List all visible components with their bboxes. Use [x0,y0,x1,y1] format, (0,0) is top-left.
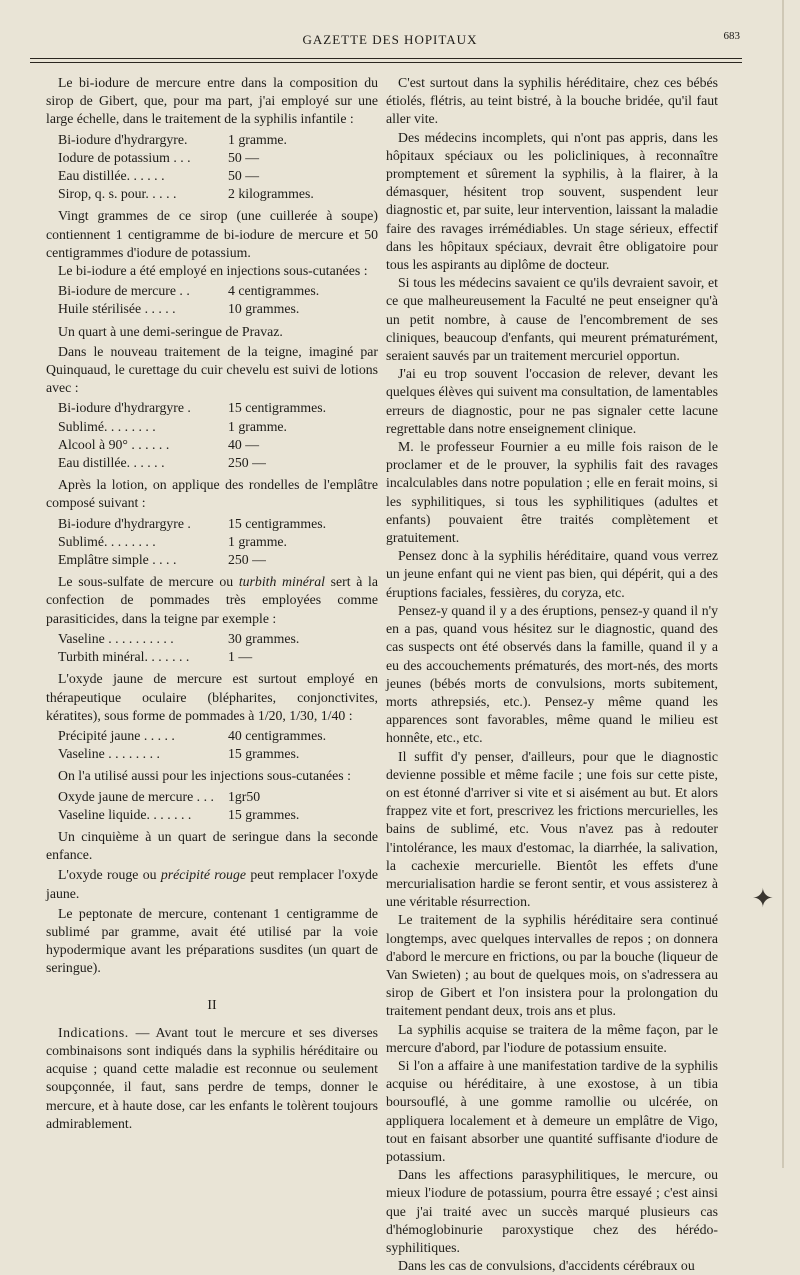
paragraph: La syphilis acquise se traitera de la même façon, par le mercure d'abord, par l'iodure de potassium ensuite. [386,1021,718,1055]
recipe-pommade-precipite [46,727,378,763]
recipe-row [58,630,378,648]
section-lead: Indications. [58,1024,129,1040]
paragraph: C'est surtout dans la syphilis héréditaire, chez ces bébés étiolés, flétris, au teint bistré, à la bouche bridée, qu'il faut aller vite. [386,75,718,127]
paragraph: Il suffit d'y penser, d'ailleurs, pour que le diagnostic devienne possible et même facile ; une fois sur cette piste, on est étonné d'arriver si vite et si aisément au but. Et alors frappez vite et fort, prescrivez les frictions mercurielles, les bains de sublimé, etc. Vous n'avez pas à redouter l'intolérance, les maux d'estomac, la diarrhée, la salivation, la cachexie mercurielle. Bientôt les effets d'une mercurialisation hardie se feront sentir, et vous assisterez à une véritable résurrection. [386,748,718,910]
ingredient: Bi-iodure de mercure . . [58,283,190,299]
recipe-row [58,727,378,745]
quantity: 1 gramme. [228,533,288,549]
recipe-lotion [46,399,378,472]
quantity: 50 — [228,168,260,184]
paragraph: Le peptonate de mercure, contenant 1 centigramme de sublimé par gramme, avait été utilisé par la voie hypodermique avant les préparations susdites (un quart de seringue). [46,905,378,976]
paragraph: Vingt grammes de ce sirop (une cuillerée à soupe) contiennent 1 centigramme de bi-iodure de mercure et 50 centigrammes d'iodure de potassium. [46,208,378,260]
quantity: 1 gramme. [228,418,288,434]
ingredient: Bi-iodure d'hydrargyre . [58,515,191,531]
ingredient: Bi-iodure d'hydrargyre . [58,400,191,416]
paragraph: Un quart à une demi-seringue de Pravaz. [58,323,283,339]
recipe-row [58,399,378,417]
header-rule [30,58,742,59]
paragraph: Après la lotion, on applique des rondelles de l'emplâtre composé suivant : [46,477,378,511]
paragraph: Le traitement de la syphilis héréditaire sera continué longtemps, avec quelques intervalles de repos ; on donnera d'abord le mercure en frictions, ou par la bouche (liqueur de Van Swieten) ; au bout de quelques mois, on s'adressera au sirop de Gibert et l'on insistera pour la prolongation du traitement pendant deux, trois ans et plus. [386,912,718,1019]
ingredient: Oxyde jaune de mercure . . . [58,788,214,804]
ingredient: Sublimé. . . . . . . . [58,533,156,549]
quantity: 2 kilogrammes. [228,186,314,202]
ingredient: Vaseline . . . . . . . . . . [58,630,174,646]
paragraph-text: sert à la confection de pommades très employées comme parasiticides, dans la teigne par exemple : [46,574,378,626]
ingredient: Sirop, q. s. pour. . . . . [58,186,177,202]
quantity: 50 — [228,149,260,165]
recipe-row [58,149,378,167]
paragraph-text: Le sous-sulfate de mercure ou [58,574,239,590]
paragraph: Un cinquième à un quart de seringue dans la seconde enfance. [46,828,378,863]
paragraph: Le bi-iodure a été employé en injections sous-cutanées : [58,263,368,279]
paragraph: Dans les affections parasyphilitiques, le mercure, ou mieux l'iodure de potassium, pourra être essayé ; c'est ainsi que j'ai traité avec un succès marqué plusieurs cas d'hémoglobinurie paroxystique chez des hérédo-syphilitiques. [386,1167,718,1255]
quantity: 15 centigrammes. [228,400,327,416]
recipe-row [58,533,378,551]
ingredient: Huile stérilisée . . . . . [58,301,176,317]
recipe-row [58,515,378,533]
recipe-pommade-turbith [46,630,378,666]
paragraph [46,866,378,902]
emphasis: turbith minéral [238,574,325,590]
ingredient: Bi-iodure d'hydrargyre. [58,131,188,147]
quantity: 1 gramme. [228,131,288,147]
ingredient: Eau distillée. . . . . . [58,455,165,471]
recipe-row [58,806,378,824]
ingredient: Vaseline liquide. . . . . . . [58,806,192,822]
paragraph: Si l'on a affaire à une manifestation tardive de la syphilis acquise ou héréditaire, à une exostose, à un tibia boursouflé, à une gomme ramollie ou ulcérée, on appliquera localement et à demeure un emplâtre de Vigo, tout en faisant absorber une quantité suffisante d'iodure de potassium. [386,1057,718,1164]
paragraph: L'oxyde jaune de mercure est surtout employé en thérapeutique oculaire (blépharites, conjonctivites, kératites), sous forme de pommades à 1/20, 1/30, 1/40 : [46,671,378,723]
ingredient: Vaseline . . . . . . . . [58,746,160,762]
ingredient: Eau distillée. . . . . . [58,168,165,184]
paragraph: Des médecins incomplets, qui n'ont pas appris, dans les hôpitaux spéciaux ou les policliniques, à reconnaître promptement et sûrement la syphilis, à la flairer, à la démasquer, hésitent trop souvent, suspendent leur diagnostic et, par suite, leur intervention, laissant la maladie faire des ravages irrémédiables. Un stage sérieux, effectif dans les hôpitaux spéciaux, devrait être obligatoire pour tous les aspirants au diplôme de docteur. [386,129,718,273]
paragraph: On l'a utilisé aussi pour les injections sous-cutanées : [58,768,351,784]
quantity: 1 — [228,649,253,665]
recipe-row [58,648,378,666]
quantity: 1gr50 [228,788,261,804]
paragraph: Dans le nouveau traitement de la teigne, imaginé par Quinquaud, le curettage du cuir chevelu est suivi de lotions avec : [46,343,378,396]
recipe-row [58,282,378,300]
quantity: 40 — [228,436,260,452]
page-number: 683 [723,30,740,42]
recipe-row [58,788,378,806]
recipe-row [58,551,378,569]
paragraph: M. le professeur Fournier a eu mille fois raison de le proclamer et de le prouver, la syphilis fait des ravages incalculables dans notre population ; elle en ferait moins, si les syphilitiques, si tous les syphilitiques (adultes et enfants) pouvaient être traités complètement et gratuitement. [386,439,718,546]
paragraph: Le bi-iodure de mercure entre dans la composition du sirop de Gibert, que, pour ma part, j'ai employé sur une large échelle, dans le traitement de la syphilis infantile : [46,75,378,127]
emphasis: précipité rouge [160,867,246,883]
ingredient: Alcool à 90° . . . . . . [58,436,170,452]
ingredient: Précipité jaune . . . . . [58,727,175,743]
quantity: 40 centigrammes. [228,727,327,743]
quantity: 250 — [228,552,266,568]
quantity: 15 grammes. [228,746,300,762]
recipe-row [58,185,378,203]
quantity: 30 grammes. [228,630,300,646]
journal-title: GAZETTE DES HOPITAUX [302,32,478,47]
section-number: II [207,996,217,1012]
recipe-injection [46,282,378,318]
recipe-sirop-gibert [46,131,378,204]
recipe-row [58,300,378,318]
paragraph: Si tous les médecins savaient ce qu'ils devraient savoir, et ce que malheureusement la Faculté ne peut enseigner qu'à un petit nombre, à cause de l'encombrement de ses cliniques, beaucoup d'enfants, qui meurent prématurément, seraient sauvés par un traitement mercuriel opportun. [386,275,718,364]
quantity: 4 centigrammes. [228,283,320,299]
left-column [46,74,378,1133]
quantity: 10 grammes. [228,301,300,317]
recipe-row [58,167,378,185]
paragraph-text: peut remplacer l'oxyde jaune. [46,867,378,901]
quantity: 15 grammes. [228,806,300,822]
recipe-row [58,436,378,454]
ingredient: Emplâtre simple . . . . [58,552,177,568]
recipe-row [58,131,378,149]
paragraph [46,1024,378,1133]
recipe-row [58,454,378,472]
recipe-emplatre [46,515,378,570]
paragraph-text: — Avant tout le mercure et ses diverses combinaisons sont indiqués dans la syphilis héréditaire ou acquise ; quand cette maladie est reconnue ou seulement soupçonnée, il faut, sans perdre de temps, donner le mercure, et à haute dose, car les enfants le tolèrent toujours admirablement. [46,1024,378,1131]
paragraph-text: L'oxyde rouge ou [58,867,161,883]
ingredient: Iodure de potassium . . . [58,149,191,165]
quantity: 15 centigrammes. [228,515,327,531]
page-edge [782,0,784,1168]
recipe-row [58,418,378,436]
paragraph [46,573,378,628]
paragraph: Pensez donc à la syphilis héréditaire, quand vous verrez un jeune enfant qui ne vient pas bien, qui dépérit, qui a des éruptions faciales, fessières, du coryza, etc. [386,548,718,600]
ingredient: Sublimé. . . . . . . . [58,418,156,434]
recipe-row [58,745,378,763]
header-rule-double [30,62,742,63]
right-column [386,74,718,1275]
margin-ornament-icon: ✦ [752,884,774,914]
paragraph: Dans les cas de convulsions, d'accidents cérébraux ou [398,1258,695,1274]
ingredient: Turbith minéral. . . . . . . [58,649,190,665]
page-header [40,26,740,50]
paragraph: J'ai eu trop souvent l'occasion de relever, devant les quelques élèves qui suivent ma consultation, de lamentables erreurs de diagnostic, pour ne pas signaler cette lacune regrettable dans notre enseignement clinique. [386,366,718,436]
recipe-injection-oxyde [46,788,378,824]
quantity: 250 — [228,455,266,471]
paragraph: Pensez-y quand il y a des éruptions, pensez-y quand il n'y en a pas, quand vous hésitez sur le diagnostic, quand des cas suspects ont été observés dans la famille, quand il y a eu des accouchements prématurés, des mort-nés, des morts jeunes (bébés morts de convulsions, morts subitement, morts athrepsiés, etc.). Pensez-y même quand les apparences sont favorables, même quand le milieu est honnête, etc., etc. [386,602,718,746]
